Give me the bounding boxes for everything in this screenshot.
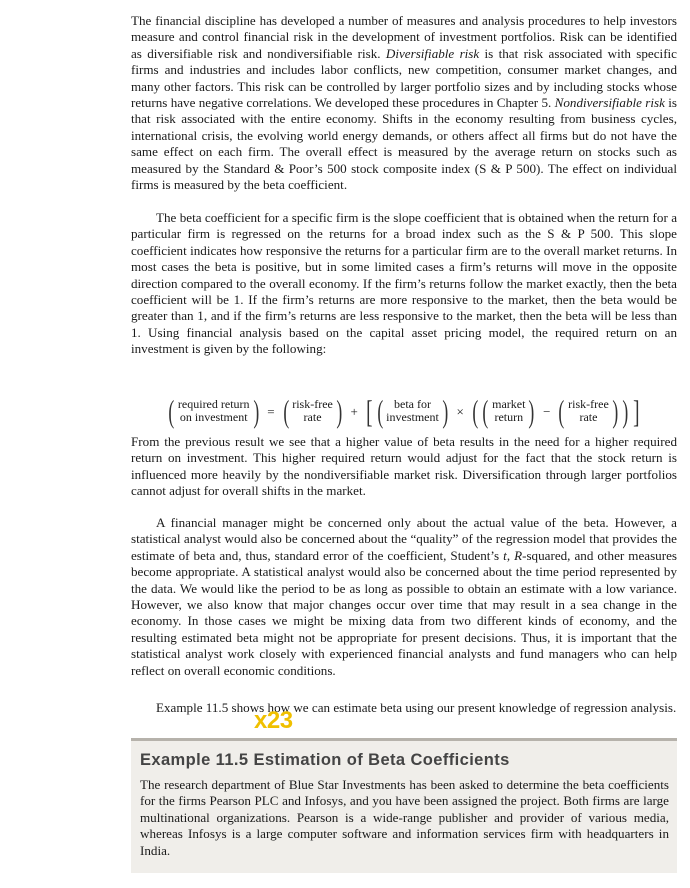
minus-sign: − xyxy=(543,403,551,419)
formula-label: rate xyxy=(579,410,598,424)
formula-term-beta: ( beta for investment ) xyxy=(376,393,449,429)
text-run: is that risk associated with the entire economy. Shifts in the economy resulting from business cycles, international crisis, the evolving world energy demands, or others affect all firms but do not have the same effect on each firm. The overall effect is measured by the average return on stocks such as measured by the Standard & Poor’s 500 stock composite index (S & P 500). The effect on individual firms is measured by the beta coefficient. xyxy=(131,95,677,193)
plus-sign: + xyxy=(350,403,358,419)
paragraph-statistical-analyst xyxy=(131,515,677,679)
text-run: -squared, and other measures become appropriate. A statistical analyst would also be concerned about the time period represented by the data. We would like the period to be as long as possible to obtain an estimate with a low variance. However, we also know that major changes occur over time that may result in a sea change in the economy. In those cases we might be mixing data from two different kinds of economy, and the resulting estimated beta might not be appropriate for present decisions. Thus, it is important that the statistical analyst work closely with experienced financial analysts and fund managers who can help reflect on overall economic conditions. xyxy=(131,547,677,678)
paragraph-higher-beta: From the previous result we see that a higher value of beta results in the need for a higher required return on investment. This higher required return would adjust for the fact that the stock return is influenced more heavily by the nondiversifiable market risk. Diversification through larger portfolios cannot adjust for overall shifts in the market. xyxy=(131,434,677,499)
text-run: , xyxy=(506,547,515,563)
formula-label: beta for xyxy=(394,397,431,411)
italic-r: R xyxy=(514,547,523,563)
text-run: The financial discipline has developed a number of measures and analysis procedures to help investors measure and control financial risk in the development of investment portfolios. Risk can be identified as diversifiable risk and nondiversifiable risk. xyxy=(131,13,677,61)
text-run: is that risk associated with specific firms and industries and includes labor conflicts, new competition, consumer market changes, and many other factors. This risk can be controlled by larger portfolio sizes and by including stocks whose returns have negative correlations. We developed these procedures in Chapter 5. xyxy=(131,45,677,111)
term-diversifiable-risk: Diversifiable risk xyxy=(385,45,480,61)
times-sign: × xyxy=(456,403,464,419)
formula-label: rate xyxy=(303,410,322,424)
example-box xyxy=(131,738,677,873)
formula-term-market-return: ( market return ) xyxy=(482,393,535,429)
term-nondiversifiable-risk: Nondiversifiable risk xyxy=(554,95,665,111)
formula-label: risk-free xyxy=(292,397,333,411)
paragraph-beta-coefficient: The beta coefficient for a specific firm is the slope coefficient that is obtained when the return for a particular firm is regressed on the returns for a broad index such as the S & P 500. This slope coefficient indicates how responsive the returns for a particular firm are to the overall market returns. In most cases the beta is positive, but in some limited cases a firm’s returns will move in the opposite direction compared to the overall economy. If the firm’s returns follow the market exactly, then the beta coefficient will be 1. If the firm’s returns are more responsive to the market, then the beta would be greater than 1, and if the firm’s returns are less responsive to the market, then the beta will be less than 1. Using financial analysis based on the capital asset pricing model, the required return on an investment is given by the following: xyxy=(131,210,677,357)
text-run: A financial manager might be concerned only about the actual value of the beta. However, a statistical analyst would also be concerned about the “quality” of the regression model that provides the estimate of beta and, thus, standard error of the coefficient, Student’s xyxy=(131,515,677,563)
formula-label: on investment xyxy=(179,410,248,424)
formula-label: required return xyxy=(177,397,250,411)
capm-formula: ( required return on investment ) = ( risk-free rate ) + [ ( beta for investment ) × ( ( market return ) − ( risk-free rate ) ) ] xyxy=(131,393,677,429)
formula-term-risk-free-2: ( risk-free rate ) xyxy=(558,393,619,429)
formula-label: return xyxy=(494,410,524,424)
formula-label: market xyxy=(492,397,526,411)
example-title: Example 11.5 Estimation of Beta Coefficients xyxy=(140,751,510,769)
formula-label: risk-free xyxy=(568,397,609,411)
formula-term-risk-free: ( risk-free rate ) xyxy=(282,393,343,429)
paragraph-example-intro: Example 11.5 shows how we can estimate beta using our present knowledge of regression analysis. xyxy=(156,700,677,715)
page-badge: x23 xyxy=(254,707,293,734)
italic-t: t xyxy=(503,547,507,563)
equals-sign: = xyxy=(267,403,275,419)
formula-term-required-return: ( required return on investment ) xyxy=(168,393,259,429)
paragraph-risk-types xyxy=(131,13,677,193)
example-body: The research department of Blue Star Investments has been asked to determine the beta coefficients for the firms Pearson PLC and Infosys, and you have been assigned the project. Both firms are large multinational organizations. Pearson is a wide-range publisher and provider of various media, whereas Infosys is a large computer software and information services firm with headquarters in India. xyxy=(140,777,669,858)
formula-label: investment xyxy=(386,410,439,424)
